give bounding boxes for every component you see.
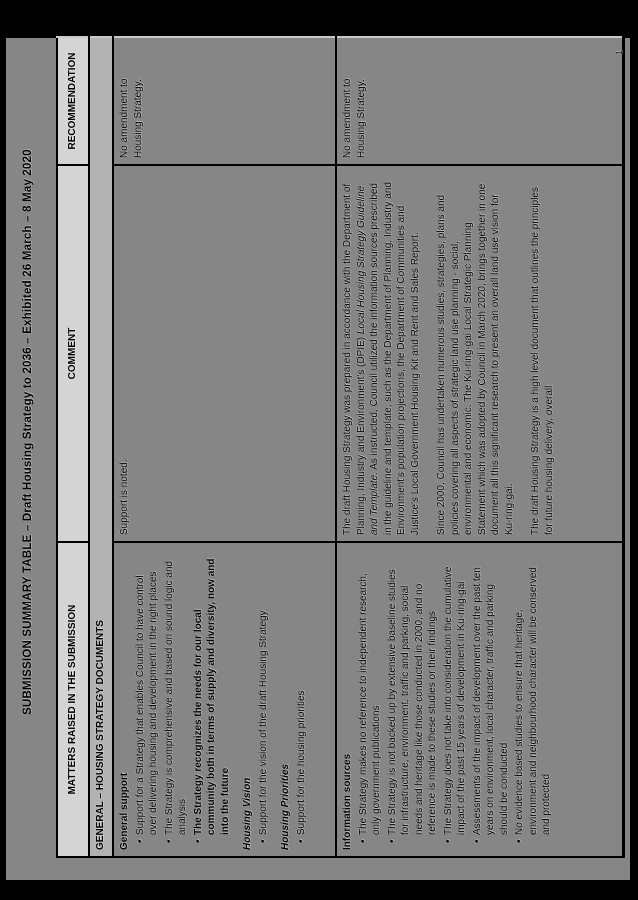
matters-cell bbox=[113, 542, 336, 857]
document-title: SUBMISSION SUMMARY TABLE – Draft Housing Strategy to 2036 – Exhibited 26 March – 8 May 2020 bbox=[22, 149, 34, 715]
matters-cell bbox=[336, 542, 623, 857]
recommendation-cell: No amendment to Housing Strategy. bbox=[113, 37, 336, 165]
header-recommendation: RECOMMENDATION bbox=[57, 37, 89, 165]
bullet-item bbox=[295, 557, 309, 850]
bullet-item bbox=[134, 557, 161, 850]
comment-paragraph: Support is noted. bbox=[119, 459, 130, 535]
matters-subheading: Information sources bbox=[342, 753, 353, 850]
bullet-marker: • bbox=[357, 839, 369, 843]
bullet-item bbox=[442, 557, 469, 850]
bullet-item bbox=[513, 557, 554, 850]
comment-cell bbox=[336, 165, 623, 542]
recommendation-cell: No amendment to Housing Strategy. bbox=[336, 37, 623, 165]
section-header-row bbox=[89, 37, 113, 857]
bullet-marker: • bbox=[471, 839, 483, 843]
header-matters: MATTERS RAISED IN THE SUBMISSION bbox=[57, 542, 89, 857]
bullet-item bbox=[257, 557, 271, 850]
matters-subheading: Housing Priorities bbox=[280, 763, 291, 850]
comment-paragraph: Since 2000, Council has undertaken numerous studies, strategies, plans and policies covering all aspects of strategic land use planning - social, environmental and economic. The Ku-ring-gai Local Strategic Planning Statement which was adopted by Council in March 2020, brings together in one document all this significant research to present an overall land use vision for Ku-ring-gai. bbox=[436, 183, 515, 535]
header-comment: COMMENT bbox=[57, 165, 89, 542]
table-row bbox=[336, 37, 623, 857]
comment-paragraph: The draft Housing Strategy is a high level document that outlines the principles for future housing delivery, overall bbox=[530, 187, 555, 535]
bullet-text: The Strategy is not backed up by extensive baseline studies for infrastructure, environment, traffic and parking, social needs and heritage like those conducted in 2000, and no reference is made to these studies or their findings bbox=[386, 569, 438, 835]
table-header-row bbox=[57, 37, 89, 857]
text-segment: . As instructed, Council utilized the information sources prescribed in the guideline and template, such as the Department of Planning, Industry and Environment's population projections, the Department of Communities and Justice's Local Government Housing Kit and Rent and Sales Report. bbox=[369, 181, 421, 535]
section-header: GENERAL – HOUSING STRATEGY DOCUMENTS bbox=[89, 37, 113, 857]
bullet-item bbox=[192, 557, 233, 850]
bullet-marker: • bbox=[163, 839, 175, 843]
bullet-text: Support for the vision of the draft Housing Strategy bbox=[257, 610, 269, 835]
bullet-marker: • bbox=[514, 839, 525, 843]
bullet-text: The Strategy does not take into consideration the cumulative impact of the past 15 years of development in Ku-ring-gai bbox=[442, 566, 467, 835]
bullet-text: The Strategy recognizes the needs for our local community both in terms of supply and diversity, now and into the future bbox=[192, 558, 231, 835]
bullet-marker: • bbox=[134, 839, 146, 843]
bullet-item bbox=[386, 557, 440, 850]
bullet-item bbox=[357, 557, 384, 850]
comment-paragraph bbox=[341, 180, 422, 535]
matters-subheading: General support bbox=[119, 772, 130, 850]
comment-cell bbox=[113, 165, 336, 542]
bullet-marker: • bbox=[295, 839, 307, 843]
bullet-text: No evidence based studies to ensure that heritage, environment and neighbourhood character will be conserved and protected bbox=[514, 567, 552, 835]
italic-text: Local Housing Strategy Guideline and Template bbox=[355, 185, 380, 535]
bullet-text: Support for a Strategy that enables Council to have control over delivering housing and development in the right places bbox=[134, 571, 159, 835]
matters-subheading: Housing Vision bbox=[242, 777, 253, 850]
bullet-marker: • bbox=[257, 839, 269, 843]
bullet-text: The Strategy is comprehensive and based on sound logic and analysis bbox=[163, 560, 188, 835]
page-number: 1 bbox=[614, 50, 624, 55]
bullet-marker: • bbox=[192, 839, 204, 843]
bullet-text: Assessments of the impact of development over the past ten years on environment, local character, traffic and parking should be conducted bbox=[471, 567, 510, 835]
bullet-item bbox=[471, 557, 512, 850]
table-row bbox=[113, 37, 336, 857]
bullet-marker: • bbox=[442, 839, 454, 843]
text-segment: The draft Housing Strategy was prepared in accordance with the Department of Planning, Industry and Environment's (DPIE) bbox=[342, 183, 367, 535]
bullet-item bbox=[163, 557, 190, 850]
summary-table bbox=[56, 36, 625, 858]
bullet-marker: • bbox=[386, 839, 398, 843]
bullet-text: Support for the housing priorities bbox=[295, 690, 307, 835]
bullet-text: The Strategy makes no reference to independent research, only government publications bbox=[357, 573, 382, 835]
